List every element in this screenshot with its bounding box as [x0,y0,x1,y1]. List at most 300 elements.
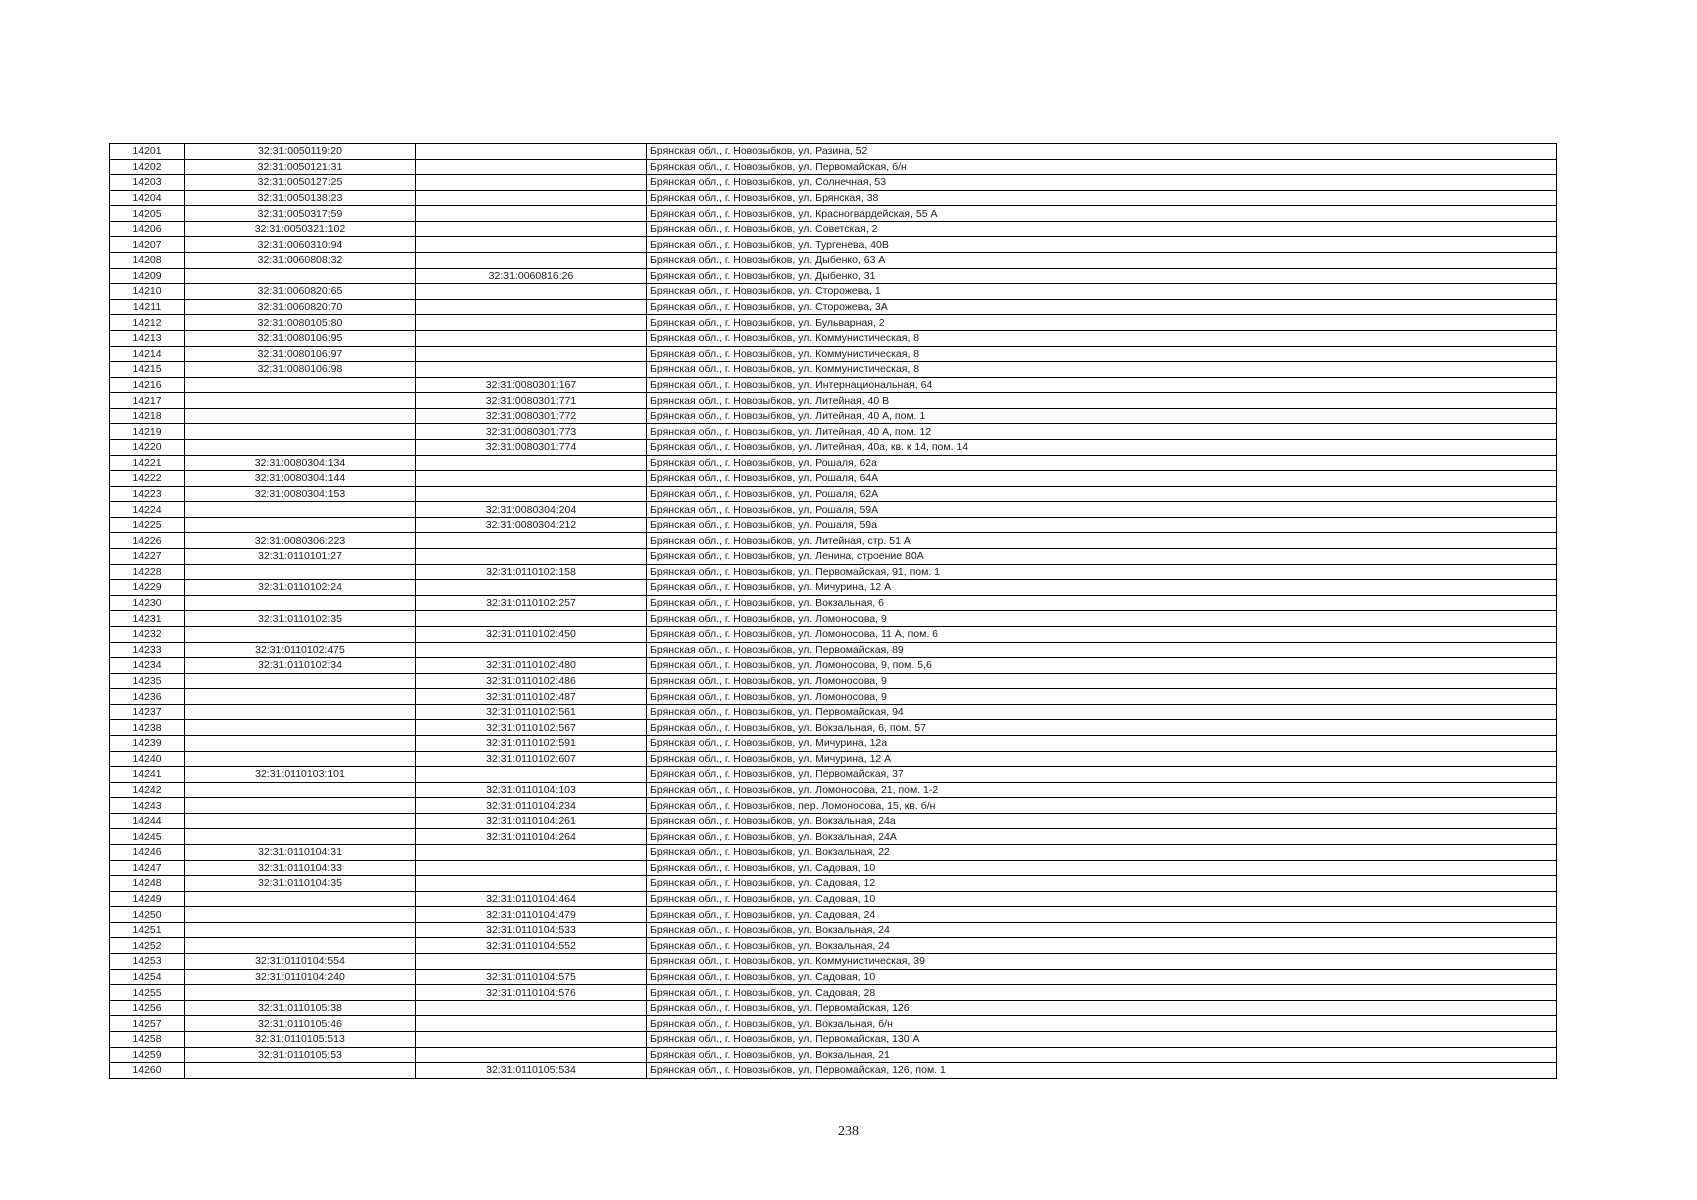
cadastral-number-cell [185,517,416,533]
address-cell: Брянская обл., г. Новозыбков, ул. Рошаля, 59А [647,502,1557,518]
parent-cadastral-number-cell: 32:31:0110104:234 [416,798,647,814]
parent-cadastral-number-cell [416,206,647,222]
parent-cadastral-number-cell [416,330,647,346]
parent-cadastral-number-cell [416,1047,647,1063]
parent-cadastral-number-cell: 32:31:0110105:534 [416,1063,647,1079]
cadastral-number-cell: 32:31:0080304:134 [185,455,416,471]
address-cell: Брянская обл., г. Новозыбков, ул. Литейная, 40 А, пом. 1 [647,408,1557,424]
cadastral-number-cell [185,829,416,845]
cadastral-number-cell: 32:31:0110105:38 [185,1000,416,1016]
row-number-cell: 14222 [110,471,185,487]
table-row [110,689,1557,705]
cadastral-number-cell [185,751,416,767]
row-number-cell: 14212 [110,315,185,331]
cadastral-number-cell [185,907,416,923]
address-cell: Брянская обл., г. Новозыбков, ул. Вокзальная, 21 [647,1047,1557,1063]
row-number-cell: 14246 [110,845,185,861]
address-cell: Брянская обл., г. Новозыбков, ул. Первомайская, 130 А [647,1031,1557,1047]
row-number-cell: 14228 [110,564,185,580]
address-cell: Брянская обл., г. Новозыбков, ул. Первомайская, 126 [647,1000,1557,1016]
cadastral-number-cell [185,564,416,580]
table-row [110,393,1557,409]
table-row [110,346,1557,362]
row-number-cell: 14253 [110,954,185,970]
cadastral-number-cell [185,626,416,642]
address-cell: Брянская обл., г. Новозыбков, ул. Бульварная, 2 [647,315,1557,331]
table-row [110,175,1557,191]
row-number-cell: 14252 [110,938,185,954]
row-number-cell: 14259 [110,1047,185,1063]
address-cell: Брянская обл., г. Новозыбков, ул. Интернациональная, 64 [647,377,1557,393]
address-cell: Брянская обл., г. Новозыбков, ул. Ломоносова, 9 [647,611,1557,627]
parent-cadastral-number-cell: 32:31:0110102:567 [416,720,647,736]
table-row [110,190,1557,206]
parent-cadastral-number-cell [416,642,647,658]
cadastral-number-cell [185,439,416,455]
address-cell: Брянская обл., г. Новозыбков, ул. Рошаля, 59а [647,517,1557,533]
row-number-cell: 14220 [110,439,185,455]
address-cell: Брянская обл., г. Новозыбков, ул. Вокзальная, 24а [647,813,1557,829]
parent-cadastral-number-cell: 32:31:0110104:464 [416,891,647,907]
row-number-cell: 14230 [110,595,185,611]
table-row [110,330,1557,346]
table-row [110,813,1557,829]
table-row [110,549,1557,565]
row-number-cell: 14255 [110,985,185,1001]
cadastral-number-cell: 32:31:0080304:144 [185,471,416,487]
table-row [110,1063,1557,1079]
table-row [110,221,1557,237]
cadastral-number-cell: 32:31:0060820:65 [185,284,416,300]
row-number-cell: 14234 [110,658,185,674]
parent-cadastral-number-cell [416,954,647,970]
cadastral-number-cell: 32:31:0060820:70 [185,299,416,315]
row-number-cell: 14224 [110,502,185,518]
parent-cadastral-number-cell: 32:31:0110104:533 [416,922,647,938]
address-cell: Брянская обл., г. Новозыбков, ул. Сторожева, 1 [647,284,1557,300]
cadastral-number-cell [185,782,416,798]
address-cell: Брянская обл., г. Новозыбков, ул. Первомайская, 37 [647,767,1557,783]
table-row [110,673,1557,689]
table-row [110,237,1557,253]
parent-cadastral-number-cell [416,533,647,549]
address-cell: Брянская обл., г. Новозыбков, ул. Первомайская, 126, пом. 1 [647,1063,1557,1079]
table-row [110,268,1557,284]
cadastral-number-cell [185,985,416,1001]
address-cell: Брянская обл., г. Новозыбков, ул. Литейная, 40 В [647,393,1557,409]
parent-cadastral-number-cell: 32:31:0080301:773 [416,424,647,440]
table-row [110,798,1557,814]
table-row [110,564,1557,580]
parent-cadastral-number-cell: 32:31:0080301:167 [416,377,647,393]
parent-cadastral-number-cell [416,362,647,378]
parent-cadastral-number-cell [416,221,647,237]
cadastral-number-cell: 32:31:0110101:27 [185,549,416,565]
address-cell: Брянская обл., г. Новозыбков, ул. Вокзальная, 6 [647,595,1557,611]
row-number-cell: 14242 [110,782,185,798]
cadastral-number-cell [185,502,416,518]
table-row [110,362,1557,378]
address-cell: Брянская обл., г. Новозыбков, ул. Садовая, 12 [647,876,1557,892]
cadastral-number-cell: 32:31:0050321:102 [185,221,416,237]
address-cell: Брянская обл., г. Новозыбков, ул. Вокзальная, 24А [647,829,1557,845]
cadastral-number-cell: 32:31:0050127:25 [185,175,416,191]
table-row [110,907,1557,923]
row-number-cell: 14205 [110,206,185,222]
parent-cadastral-number-cell [416,253,647,269]
row-number-cell: 14231 [110,611,185,627]
row-number-cell: 14239 [110,735,185,751]
table-row [110,891,1557,907]
parent-cadastral-number-cell: 32:31:0110102:487 [416,689,647,705]
row-number-cell: 14260 [110,1063,185,1079]
row-number-cell: 14251 [110,922,185,938]
row-number-cell: 14235 [110,673,185,689]
address-cell: Брянская обл., г. Новозыбков, ул. Литейная, 40а, кв. к 14, пом. 14 [647,439,1557,455]
table-row [110,424,1557,440]
cadastral-number-cell: 32:31:0110105:46 [185,1016,416,1032]
cadastral-number-cell: 32:31:0080106:97 [185,346,416,362]
row-number-cell: 14216 [110,377,185,393]
address-cell: Брянская обл., г. Новозыбков, ул. Коммунистическая, 8 [647,362,1557,378]
parent-cadastral-number-cell: 32:31:0110104:575 [416,969,647,985]
table-row [110,938,1557,954]
parent-cadastral-number-cell [416,144,647,160]
parent-cadastral-number-cell: 32:31:0110102:607 [416,751,647,767]
cadastral-number-cell: 32:31:0110104:35 [185,876,416,892]
address-cell: Брянская обл., г. Новозыбков, ул. Первомайская, б/н [647,159,1557,175]
address-cell: Брянская обл., г. Новозыбков, ул. Садовая, 10 [647,860,1557,876]
row-number-cell: 14225 [110,517,185,533]
address-cell: Брянская обл., г. Новозыбков, ул. Разина, 52 [647,144,1557,160]
address-cell: Брянская обл., г. Новозыбков, ул. Сторожева, 3А [647,299,1557,315]
registry-table [109,143,1557,1079]
cadastral-number-cell [185,408,416,424]
parent-cadastral-number-cell [416,1000,647,1016]
table-row [110,284,1557,300]
address-cell: Брянская обл., г. Новозыбков, ул. Вокзальная, 6, пом. 57 [647,720,1557,736]
table-row [110,377,1557,393]
address-cell: Брянская обл., г. Новозыбков, ул. Первомайская, 89 [647,642,1557,658]
address-cell: Брянская обл., г. Новозыбков, ул. Садовая, 10 [647,891,1557,907]
cadastral-number-cell [185,268,416,284]
row-number-cell: 14254 [110,969,185,985]
parent-cadastral-number-cell [416,845,647,861]
row-number-cell: 14213 [110,330,185,346]
row-number-cell: 14256 [110,1000,185,1016]
address-cell: Брянская обл., г. Новозыбков, ул. Вокзальная, 24 [647,922,1557,938]
table-row [110,860,1557,876]
row-number-cell: 14223 [110,486,185,502]
parent-cadastral-number-cell: 32:31:0110104:103 [416,782,647,798]
cadastral-number-cell: 32:31:0110104:240 [185,969,416,985]
row-number-cell: 14227 [110,549,185,565]
cadastral-number-cell: 32:31:0050119:20 [185,144,416,160]
table-row [110,595,1557,611]
cadastral-number-cell: 32:31:0080106:95 [185,330,416,346]
address-cell: Брянская обл., г. Новозыбков, ул. Коммунистическая, 8 [647,330,1557,346]
table-row [110,253,1557,269]
row-number-cell: 14203 [110,175,185,191]
address-cell: Брянская обл., г. Новозыбков, ул. Первомайская, 94 [647,704,1557,720]
cadastral-number-cell: 32:31:0080306:223 [185,533,416,549]
cadastral-number-cell: 32:31:0110104:31 [185,845,416,861]
table-row [110,439,1557,455]
parent-cadastral-number-cell [416,860,647,876]
parent-cadastral-number-cell: 32:31:0110102:450 [416,626,647,642]
address-cell: Брянская обл., г. Новозыбков, пер. Ломоносова, 15, кв. б/н [647,798,1557,814]
table-row [110,1016,1557,1032]
parent-cadastral-number-cell [416,299,647,315]
cadastral-number-cell: 32:31:0060808:32 [185,253,416,269]
row-number-cell: 14250 [110,907,185,923]
cadastral-number-cell [185,424,416,440]
row-number-cell: 14237 [110,704,185,720]
parent-cadastral-number-cell: 32:31:0110102:561 [416,704,647,720]
address-cell: Брянская обл., г. Новозыбков, ул. Брянская, 38 [647,190,1557,206]
table-row [110,626,1557,642]
table-row [110,704,1557,720]
address-cell: Брянская обл., г. Новозыбков, ул. Тургенева, 40В [647,237,1557,253]
cadastral-number-cell: 32:31:0110102:34 [185,658,416,674]
parent-cadastral-number-cell [416,1031,647,1047]
table-row [110,533,1557,549]
cadastral-number-cell: 32:31:0110102:24 [185,580,416,596]
parent-cadastral-number-cell: 32:31:0110104:479 [416,907,647,923]
address-cell: Брянская обл., г. Новозыбков, ул. Советская, 2 [647,221,1557,237]
table-row [110,845,1557,861]
table-row [110,517,1557,533]
page-number: 238 [838,1124,859,1139]
address-cell: Брянская обл., г. Новозыбков, ул. Вокзальная, б/н [647,1016,1557,1032]
cadastral-number-cell: 32:31:0110102:475 [185,642,416,658]
parent-cadastral-number-cell [416,315,647,331]
cadastral-number-cell [185,798,416,814]
table-row [110,1031,1557,1047]
address-cell: Брянская обл., г. Новозыбков, ул. Ломоносова, 9 [647,689,1557,705]
address-cell: Брянская обл., г. Новозыбков, ул. Литейная, 40 А, пом. 12 [647,424,1557,440]
cadastral-number-cell: 32:31:0060310:94 [185,237,416,253]
parent-cadastral-number-cell [416,876,647,892]
row-number-cell: 14249 [110,891,185,907]
cadastral-number-cell [185,393,416,409]
cadastral-number-cell: 32:31:0110104:33 [185,860,416,876]
row-number-cell: 14215 [110,362,185,378]
address-cell: Брянская обл., г. Новозыбков, ул. Ленина, строение 80А [647,549,1557,565]
table-row [110,829,1557,845]
row-number-cell: 14202 [110,159,185,175]
parent-cadastral-number-cell [416,284,647,300]
table-row [110,642,1557,658]
parent-cadastral-number-cell: 32:31:0060816:26 [416,268,647,284]
address-cell: Брянская обл., г. Новозыбков, ул. Дыбенко, 63 А [647,253,1557,269]
address-cell: Брянская обл., г. Новозыбков, ул. Рошаля, 62А [647,486,1557,502]
row-number-cell: 14258 [110,1031,185,1047]
cadastral-number-cell: 32:31:0080304:153 [185,486,416,502]
row-number-cell: 14226 [110,533,185,549]
parent-cadastral-number-cell: 32:31:0110102:158 [416,564,647,580]
address-cell: Брянская обл., г. Новозыбков, ул. Мичурина, 12 А [647,751,1557,767]
parent-cadastral-number-cell [416,611,647,627]
cadastral-number-cell [185,377,416,393]
cadastral-number-cell: 32:31:0050138:23 [185,190,416,206]
row-number-cell: 14238 [110,720,185,736]
table-row [110,299,1557,315]
cadastral-number-cell: 32:31:0110104:554 [185,954,416,970]
address-cell: Брянская обл., г. Новозыбков, ул. Садовая, 24 [647,907,1557,923]
cadastral-number-cell [185,1063,416,1079]
cadastral-number-cell [185,938,416,954]
table-row [110,767,1557,783]
address-cell: Брянская обл., г. Новозыбков, ул. Литейная, стр. 51 А [647,533,1557,549]
parent-cadastral-number-cell: 32:31:0080301:774 [416,439,647,455]
row-number-cell: 14214 [110,346,185,362]
parent-cadastral-number-cell [416,175,647,191]
table-row [110,455,1557,471]
row-number-cell: 14209 [110,268,185,284]
row-number-cell: 14247 [110,860,185,876]
table-row [110,969,1557,985]
row-number-cell: 14236 [110,689,185,705]
cadastral-number-cell: 32:31:0110102:35 [185,611,416,627]
address-cell: Брянская обл., г. Новозыбков, ул. Ломоносова, 11 А, пом. 6 [647,626,1557,642]
address-cell: Брянская обл., г. Новозыбков, ул. Мичурина, 12а [647,735,1557,751]
table-row [110,159,1557,175]
cadastral-number-cell: 32:31:0050121:31 [185,159,416,175]
address-cell: Брянская обл., г. Новозыбков, ул. Садовая, 10 [647,969,1557,985]
parent-cadastral-number-cell [416,549,647,565]
parent-cadastral-number-cell [416,237,647,253]
cadastral-number-cell [185,735,416,751]
row-number-cell: 14244 [110,813,185,829]
cadastral-number-cell: 32:31:0050317:59 [185,206,416,222]
address-cell: Брянская обл., г. Новозыбков, ул. Коммунистическая, 8 [647,346,1557,362]
parent-cadastral-number-cell: 32:31:0110104:552 [416,938,647,954]
parent-cadastral-number-cell: 32:31:0080301:771 [416,393,647,409]
address-cell: Брянская обл., г. Новозыбков, ул. Первомайская, 91, пом. 1 [647,564,1557,580]
row-number-cell: 14217 [110,393,185,409]
table-row [110,1047,1557,1063]
row-number-cell: 14257 [110,1016,185,1032]
row-number-cell: 14240 [110,751,185,767]
parent-cadastral-number-cell: 32:31:0080304:204 [416,502,647,518]
cadastral-number-cell: 32:31:0110105:513 [185,1031,416,1047]
table-row [110,658,1557,674]
parent-cadastral-number-cell: 32:31:0110104:264 [416,829,647,845]
address-cell: Брянская обл., г. Новозыбков, ул. Рошаля, 62а [647,455,1557,471]
address-cell: Брянская обл., г. Новозыбков, ул. Рошаля, 64А [647,471,1557,487]
parent-cadastral-number-cell [416,580,647,596]
parent-cadastral-number-cell: 32:31:0110104:576 [416,985,647,1001]
parent-cadastral-number-cell: 32:31:0110104:261 [416,813,647,829]
cadastral-number-cell: 32:31:0080105:80 [185,315,416,331]
table-row [110,486,1557,502]
table-row [110,720,1557,736]
address-cell: Брянская обл., г. Новозыбков, ул. Вокзальная, 24 [647,938,1557,954]
row-number-cell: 14243 [110,798,185,814]
table-row [110,611,1557,627]
table-row [110,315,1557,331]
row-number-cell: 14218 [110,408,185,424]
address-cell: Брянская обл., г. Новозыбков, ул. Садовая, 28 [647,985,1557,1001]
parent-cadastral-number-cell [416,346,647,362]
cadastral-number-cell [185,595,416,611]
cadastral-number-cell [185,704,416,720]
row-number-cell: 14241 [110,767,185,783]
row-number-cell: 14207 [110,237,185,253]
parent-cadastral-number-cell [416,159,647,175]
address-cell: Брянская обл., г. Новозыбков, ул. Красногвардейская, 55 А [647,206,1557,222]
table-row [110,144,1557,160]
parent-cadastral-number-cell: 32:31:0110102:257 [416,595,647,611]
table-row [110,735,1557,751]
address-cell: Брянская обл., г. Новозыбков, ул. Дыбенко, 31 [647,268,1557,284]
row-number-cell: 14229 [110,580,185,596]
row-number-cell: 14204 [110,190,185,206]
parent-cadastral-number-cell [416,455,647,471]
cadastral-number-cell: 32:31:0080106:98 [185,362,416,378]
row-number-cell: 14219 [110,424,185,440]
address-cell: Брянская обл., г. Новозыбков, ул. Коммунистическая, 39 [647,954,1557,970]
row-number-cell: 14245 [110,829,185,845]
parent-cadastral-number-cell [416,471,647,487]
cadastral-number-cell [185,922,416,938]
cadastral-number-cell [185,673,416,689]
parent-cadastral-number-cell: 32:31:0080304:212 [416,517,647,533]
cadastral-number-cell: 32:31:0110103:101 [185,767,416,783]
registry-table-body [110,144,1557,1079]
address-cell: Брянская обл., г. Новозыбков, ул. Солнечная, 53 [647,175,1557,191]
address-cell: Брянская обл., г. Новозыбков, ул. Вокзальная, 22 [647,845,1557,861]
parent-cadastral-number-cell [416,767,647,783]
row-number-cell: 14211 [110,299,185,315]
cadastral-number-cell: 32:31:0110105:53 [185,1047,416,1063]
table-row [110,954,1557,970]
cadastral-number-cell [185,813,416,829]
row-number-cell: 14233 [110,642,185,658]
cadastral-number-cell [185,720,416,736]
parent-cadastral-number-cell: 32:31:0110102:486 [416,673,647,689]
row-number-cell: 14206 [110,221,185,237]
table-row [110,751,1557,767]
table-row [110,782,1557,798]
address-cell: Брянская обл., г. Новозыбков, ул. Мичурина, 12 А [647,580,1557,596]
table-row [110,408,1557,424]
table-row [110,206,1557,222]
row-number-cell: 14232 [110,626,185,642]
parent-cadastral-number-cell: 32:31:0080301:772 [416,408,647,424]
table-row [110,580,1557,596]
cadastral-number-cell [185,891,416,907]
row-number-cell: 14221 [110,455,185,471]
table-row [110,1000,1557,1016]
table-row [110,922,1557,938]
address-cell: Брянская обл., г. Новозыбков, ул. Ломоносова, 9 [647,673,1557,689]
parent-cadastral-number-cell [416,486,647,502]
cadastral-number-cell [185,689,416,705]
parent-cadastral-number-cell: 32:31:0110102:480 [416,658,647,674]
table-row [110,985,1557,1001]
parent-cadastral-number-cell [416,190,647,206]
parent-cadastral-number-cell: 32:31:0110102:591 [416,735,647,751]
table-row [110,876,1557,892]
address-cell: Брянская обл., г. Новозыбков, ул. Ломоносова, 9, пом. 5,6 [647,658,1557,674]
address-cell: Брянская обл., г. Новозыбков, ул. Ломоносова, 21, пом. 1-2 [647,782,1557,798]
row-number-cell: 14248 [110,876,185,892]
row-number-cell: 14208 [110,253,185,269]
table-row [110,502,1557,518]
parent-cadastral-number-cell [416,1016,647,1032]
